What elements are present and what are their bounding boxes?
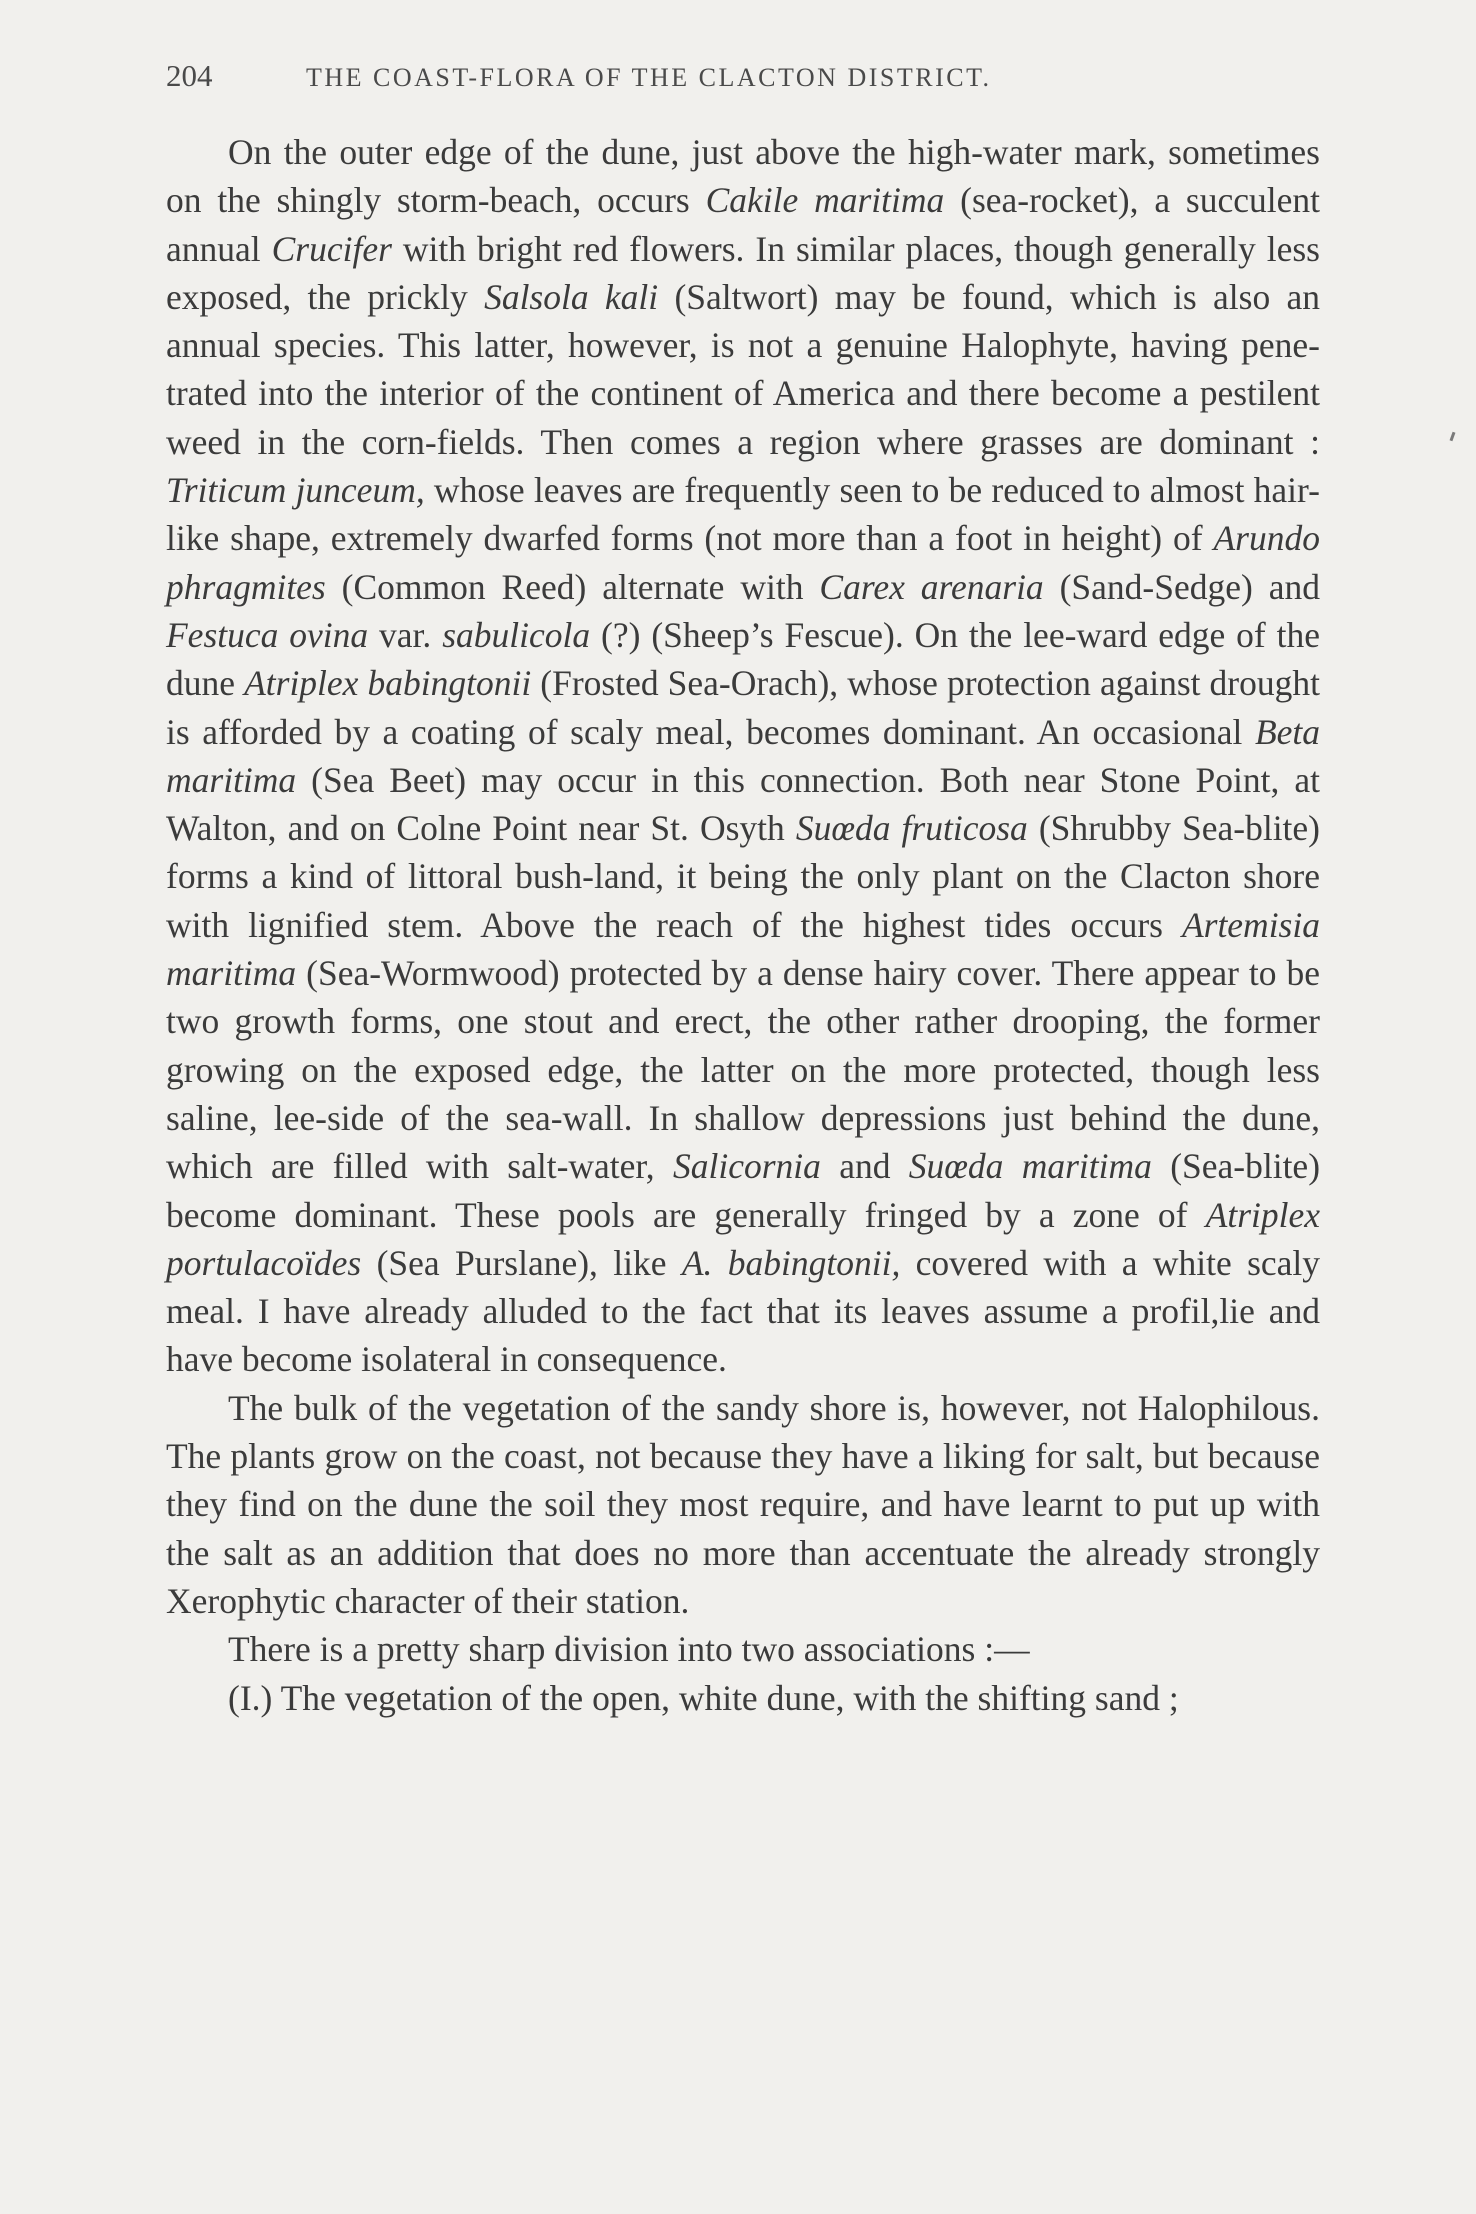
text-run: and bbox=[820, 1146, 909, 1187]
italic-term: A. babingtonii, bbox=[681, 1242, 901, 1283]
italic-term: Beta maritima bbox=[166, 711, 1320, 800]
margin-speck bbox=[1450, 432, 1456, 441]
text-run: whose leaves are frequently seen to be reduced to almost hair-like shape, extremely dwarfed forms (not more than a foot in height) of bbox=[166, 470, 1320, 559]
body-text bbox=[166, 128, 1320, 1722]
italic-term: Salicornia bbox=[672, 1146, 821, 1187]
running-title: THE COAST-FLORA OF THE CLACTON DISTRICT. bbox=[306, 63, 992, 92]
italic-term: Carex arenaria bbox=[819, 566, 1044, 607]
text-run: (I.) The vegetation of the open, white dune, with the shifting sand ; bbox=[228, 1677, 1179, 1718]
italic-term: sabulicola bbox=[442, 614, 591, 655]
text-run: (Common Reed) alternate with bbox=[325, 566, 820, 607]
italic-term: Atriplex babingtonii bbox=[244, 663, 532, 704]
italic-term: Atriplex portulacoïdes bbox=[166, 1194, 1320, 1283]
italic-term: Suœda fruticosa bbox=[795, 808, 1028, 849]
paragraph-1 bbox=[166, 128, 1320, 1384]
text-run: (Sand-Sedge) and bbox=[1043, 566, 1321, 607]
page-number: 204 bbox=[166, 58, 213, 93]
text-run: (Shrubby Sea-blite) forms a kind of littoral bush-land, it being the only plant on the Clacton shore with lignified stem. Above the reach of the highest tides occurs bbox=[166, 808, 1320, 945]
paragraph-3 bbox=[166, 1625, 1320, 1673]
text-run: with bright red flowers. In similar places, though generally less exposed, the prickly bbox=[166, 228, 1320, 317]
text-run: On the outer edge of the dune, just above the high-water mark, sometimes on the shingly storm-beach, occurs bbox=[166, 132, 1320, 221]
text-run: There is a pretty sharp division into two associations :— bbox=[228, 1629, 1030, 1670]
text-run: (Sea-blite) become dominant. These pools are generally fringed by a zone of bbox=[166, 1146, 1321, 1235]
text-run: (?) (Sheep’s Fescue). On the lee-ward edge of the dune bbox=[166, 614, 1321, 704]
italic-term: Artemisia maritima bbox=[166, 904, 1320, 994]
paragraph-4 bbox=[166, 1674, 1320, 1722]
italic-term: Salsola kali bbox=[484, 276, 659, 317]
italic-term: Crucifer bbox=[271, 228, 392, 269]
book-page bbox=[166, 58, 1320, 1722]
paragraph-2 bbox=[166, 1384, 1320, 1625]
text-run: (Sea Beet) may occur in this connection. Both near Stone Point, at Walton, and on Colne Point near St. Osyth bbox=[166, 759, 1320, 849]
text-run: The bulk of the vegetation of the sandy shore is, however, not Halophilous. The plants grow on the coast, not because they have a liking for salt, but because they find on the dune the soil they most require, and have learnt to put up with the salt as an addition that does no more than accentuate the already strongly Xerophytic character of their station. bbox=[166, 1387, 1320, 1621]
italic-term: Triticum junceum, bbox=[166, 470, 425, 511]
text-run: covered with a white scaly meal. I have already alluded to the fact that its leaves assume a profil,lie and have become isolateral in consequence. bbox=[166, 1242, 1321, 1380]
italic-term: Festuca ovina bbox=[166, 614, 369, 655]
text-run: (Sea Purslane), like bbox=[361, 1242, 682, 1283]
italic-term: Suœda maritima bbox=[908, 1146, 1152, 1187]
text-run: (Sea-Wormwood) protected by a dense hairy cover. There appear to be two growth forms, one stout and erect, the other rather drooping, the former growing on the exposed edge, the latter on the more protected, though less saline, lee-side of the sea-wall. In shallow depressions just behind the dune, which are filled with salt-water, bbox=[166, 953, 1320, 1187]
text-run: var. bbox=[368, 614, 443, 655]
text-run: (Frosted Sea-Orach), whose protection against drought is afforded by a coating of scaly meal, becomes dominant. An occasional bbox=[166, 663, 1320, 752]
italic-term: Cakile maritima bbox=[705, 180, 945, 221]
running-header bbox=[166, 58, 1320, 106]
text-run: (sea-rocket), a succulent annual bbox=[166, 180, 1320, 269]
text-run: (Saltwort) may be found, which is also an annual species. This latter, however, is not a genuine Halophyte, having penetrated into the interior of the continent of America and there become a pestilent weed in the corn-fields. Then comes a region where grasses are dominant : bbox=[166, 276, 1321, 462]
italic-term: Arundo phragmites bbox=[166, 518, 1320, 607]
